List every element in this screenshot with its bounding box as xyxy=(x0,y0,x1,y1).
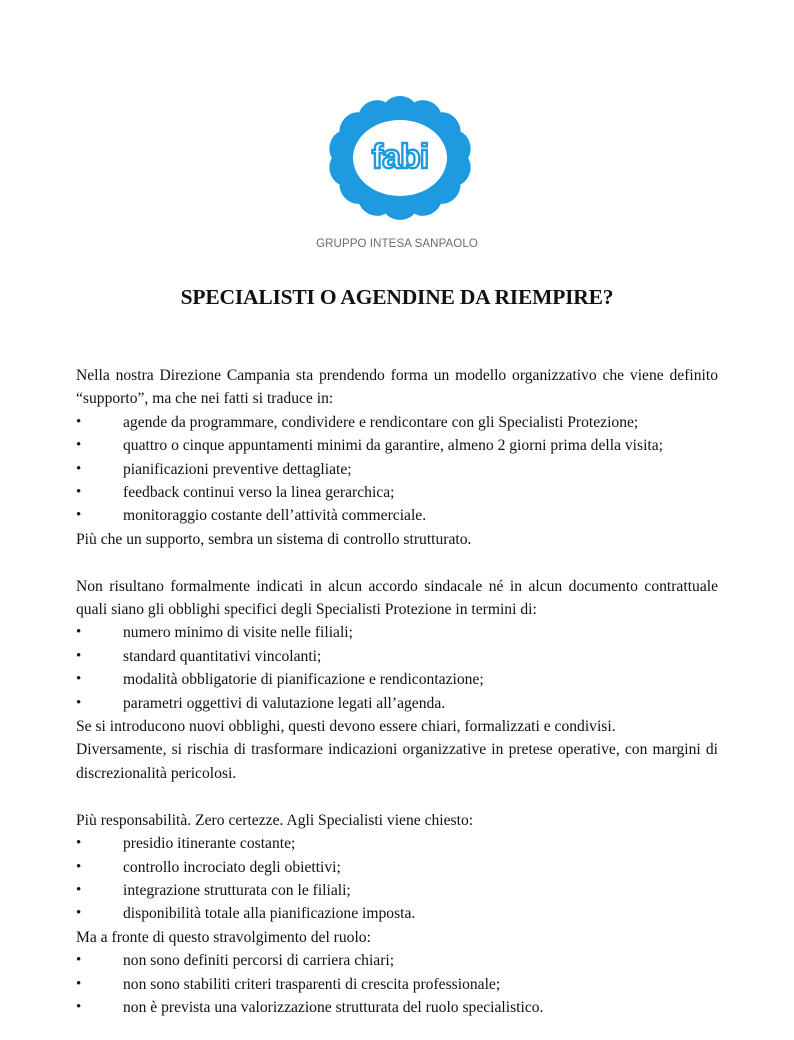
bullet-icon: • xyxy=(76,881,82,898)
list-item: • standard quantitativi vincolanti; xyxy=(76,645,718,668)
section-3-list-2 xyxy=(76,949,718,1019)
section-3-list xyxy=(76,832,718,926)
bullet-icon: • xyxy=(76,694,82,711)
bullet-icon: • xyxy=(76,460,82,477)
list-item: • presidio itinerante costante; xyxy=(76,832,718,855)
list-item: • pianificazioni preventive dettagliate; xyxy=(76,458,718,481)
list-item: • agende da programmare, condividere e rendicontare con gli Specialisti Protezione; xyxy=(76,411,718,434)
section-1-list xyxy=(76,411,718,528)
section-2-outro-2: Diversamente, si rischia di trasformare indicazioni organizzative in pretese operative, con margini di discrezionalità pericolosi. xyxy=(76,741,718,782)
bullet-icon: • xyxy=(76,484,82,501)
flower-logo-icon xyxy=(322,92,478,224)
list-item: • controllo incrociato degli obiettivi; xyxy=(76,856,718,879)
list-item: • feedback continui verso la linea gerarchica; xyxy=(76,481,718,504)
list-item: • non sono definiti percorsi di carriera chiari; xyxy=(76,949,718,972)
bullet-icon: • xyxy=(76,998,82,1015)
list-item: • modalità obbligatorie di pianificazione e rendicontazione; xyxy=(76,668,718,691)
section-2-intro: Non risultano formalmente indicati in alcun accordo sindacale né in alcun documento contrattuale quali siano gli obblighi specifici degli Specialisti Protezione in termini di: xyxy=(76,577,718,619)
bullet-icon: • xyxy=(76,835,82,852)
logo-brand-text: fabi xyxy=(371,138,429,176)
section-3-middle: Ma a fronte di questo stravolgimento del ruolo: xyxy=(76,928,371,946)
section-1-outro: Più che un supporto, sembra un sistema di controllo strutturato. xyxy=(76,530,472,548)
list-item: • non sono stabiliti criteri trasparenti di crescita professionale; xyxy=(76,973,718,996)
section-1-intro: Nella nostra Direzione Campania sta prendendo forma un modello organizzativo che viene definito “supporto”, ma che nei fatti si traduce in: xyxy=(76,367,718,408)
logo-caption: GRUPPO INTESA SANPAOLO xyxy=(316,238,478,250)
list-item: • parametri oggettivi di valutazione legati all’agenda. xyxy=(76,692,718,715)
section-3-intro: Più responsabilità. Zero certezze. Agli Specialisti viene chiesto: xyxy=(76,811,474,829)
page-title: SPECIALISTI O AGENDINE DA RIEMPIRE? xyxy=(180,285,614,309)
list-item: • non è prevista una valorizzazione strutturata del ruolo specialistico. xyxy=(76,996,718,1019)
bullet-icon: • xyxy=(76,952,82,969)
section-2-outro-1: Se si introducono nuovi obblighi, questi devono essere chiari, formalizzati e condivisi. xyxy=(76,718,616,736)
bullet-icon: • xyxy=(76,905,82,922)
bullet-icon: • xyxy=(76,437,82,454)
section-2-list xyxy=(76,621,718,715)
bullet-icon: • xyxy=(76,975,82,992)
bullet-icon: • xyxy=(76,858,82,875)
bullet-icon: • xyxy=(76,671,82,688)
fabi-logo xyxy=(322,92,478,224)
list-item: • integrazione strutturata con le filiali; xyxy=(76,879,718,902)
bullet-icon: • xyxy=(76,413,82,430)
list-item: • quattro o cinque appuntamenti minimi da garantire, almeno 2 giorni prima della visita; xyxy=(76,434,718,457)
bullet-icon: • xyxy=(76,624,82,641)
list-item: • disponibilità totale alla pianificazione imposta. xyxy=(76,902,718,925)
list-item: • monitoraggio costante dell’attività commerciale. xyxy=(76,504,718,527)
bullet-icon: • xyxy=(76,507,82,524)
bullet-icon: • xyxy=(76,647,82,664)
list-item: • numero minimo di visite nelle filiali; xyxy=(76,621,718,644)
document-body xyxy=(76,364,718,1019)
